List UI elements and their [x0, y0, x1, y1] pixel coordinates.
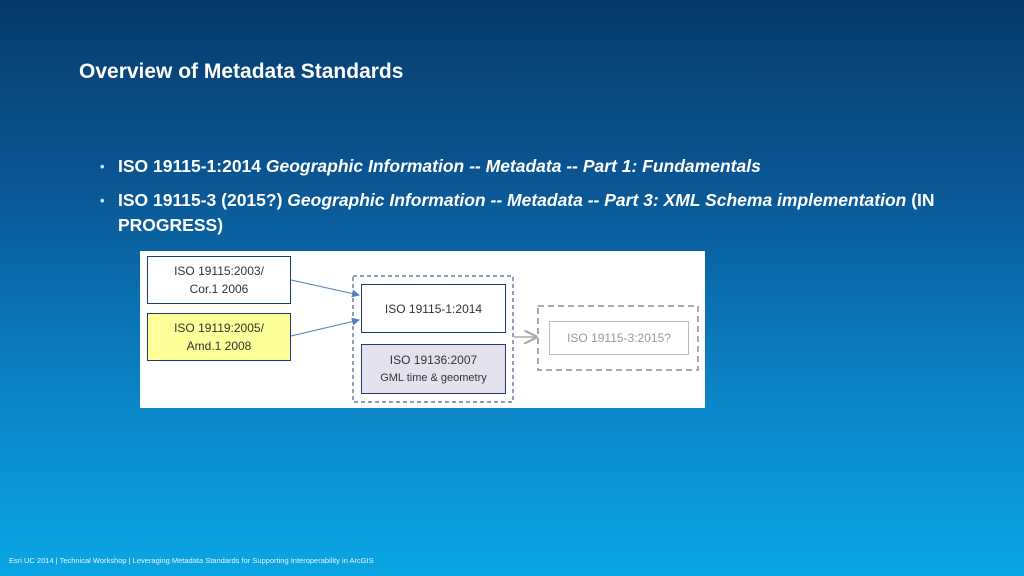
- bullet-list: [100, 154, 960, 247]
- node-sublabel: GML time & geometry: [380, 372, 487, 384]
- node-label: ISO 19119:2005/: [174, 321, 264, 335]
- slide-title: Overview of Metadata Standards: [79, 60, 404, 83]
- node-iso19115-1-2014: [361, 284, 506, 333]
- node-label: ISO 19136:2007: [389, 353, 478, 367]
- bullet-icon: •: [100, 193, 105, 208]
- bullet-icon: •: [100, 159, 105, 174]
- node-iso19115-2003: [147, 256, 291, 304]
- bullet-standard: ISO 19115-3 (2015?): [118, 190, 288, 210]
- arrow-19115-to-19115-1: [291, 280, 359, 295]
- bullet-standard: ISO 19115-1:2014: [118, 156, 266, 176]
- bullet-item-iso19115-1: [100, 154, 960, 179]
- node-iso19119-2005: [147, 313, 291, 361]
- arrow-19119-to-19115-1: [291, 320, 359, 336]
- node-label: ISO 19115-1:2014: [384, 301, 483, 316]
- bullet-item-iso19115-3: [100, 188, 960, 238]
- node-iso19115-3-2015: [549, 321, 689, 355]
- node-sublabel: Cor.1 2006: [189, 282, 249, 296]
- bullet-standard-title: Geographic Information -- Metadata -- Part 3: XML Schema implementation: [287, 190, 907, 210]
- bullet-standard-title: Geographic Information -- Metadata -- Part 1: Fundamentals: [265, 156, 761, 176]
- node-sublabel: Amd.1 2008: [186, 339, 252, 353]
- standards-diagram: [140, 251, 705, 408]
- bullet-status: (IN PROGRESS): [118, 190, 935, 235]
- node-label: ISO 19115-3:2015?: [567, 331, 671, 345]
- node-label: ISO 19115:2003/: [174, 264, 264, 278]
- slide-footer: Esri UC 2014 | Technical Workshop | Leveraging Metadata Standards for Supporting Interoperability in ArcGIS: [9, 556, 374, 565]
- node-iso19136-2007: [361, 344, 506, 394]
